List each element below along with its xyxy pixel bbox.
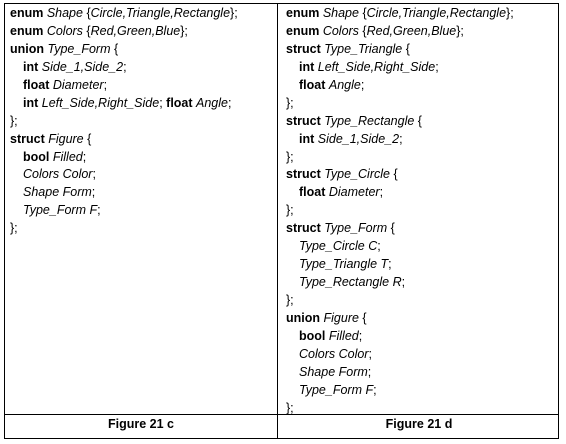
code-identifier: Circle,Triangle,Rectangle (366, 6, 507, 20)
code-keyword: struct (286, 113, 325, 128)
code-line (286, 131, 556, 149)
code-punctuation: ; (103, 77, 108, 92)
code-identifier: Angle (328, 77, 361, 92)
code-identifier: Type_Circle (324, 167, 394, 182)
code-keyword: bool (299, 328, 329, 343)
code-identifier: Circle,Triangle,Rectangle (90, 6, 231, 20)
code-line (286, 5, 556, 23)
code-punctuation: ; (228, 95, 232, 110)
code-identifier: Type_Triangle (324, 41, 406, 56)
code-identifier: Colors Color (299, 346, 369, 361)
code-identifier: Type_Rectangle R (299, 275, 402, 290)
code-punctuation: }; (286, 149, 294, 164)
code-line (10, 220, 272, 238)
code-line (286, 184, 556, 202)
code-line (10, 95, 272, 113)
code-punctuation: ; (92, 167, 96, 182)
column-divider (277, 4, 278, 438)
code-line (10, 41, 272, 59)
code-line (286, 400, 556, 418)
code-punctuation: { (405, 41, 410, 56)
code-punctuation: { (362, 6, 367, 20)
code-identifier: Shape (322, 6, 363, 20)
code-punctuation: { (86, 6, 91, 20)
code-line (286, 41, 556, 59)
code-keyword: float (23, 77, 53, 92)
code-line (10, 184, 272, 202)
code-line (286, 166, 556, 184)
code-line (286, 292, 556, 310)
code-line (10, 149, 272, 167)
code-line (10, 77, 272, 95)
code-punctuation: { (417, 113, 422, 128)
code-line (286, 23, 556, 41)
code-keyword: float (166, 95, 197, 110)
code-punctuation: ; (367, 364, 372, 379)
code-punctuation: { (87, 131, 92, 146)
code-identifier: Type_Form (47, 41, 114, 56)
code-line (286, 59, 556, 77)
code-line (286, 220, 556, 238)
code-punctuation: ; (159, 95, 167, 110)
code-line (10, 59, 272, 77)
code-keyword: bool (23, 149, 53, 164)
code-identifier: Figure (48, 131, 88, 146)
code-punctuation: }; (180, 23, 188, 38)
code-punctuation: ; (373, 382, 377, 397)
code-punctuation: }; (286, 293, 294, 307)
code-punctuation: ; (399, 131, 403, 146)
code-line (286, 95, 556, 113)
code-keyword: enum (286, 23, 323, 38)
code-line (286, 382, 556, 400)
code-keyword: int (299, 131, 318, 146)
code-identifier: Colors (46, 23, 87, 38)
code-punctuation: ; (358, 328, 363, 343)
code-line (286, 256, 556, 274)
code-punctuation: ; (123, 59, 127, 74)
code-line (10, 166, 272, 184)
code-punctuation: { (390, 221, 395, 236)
code-punctuation: ; (82, 149, 87, 164)
code-punctuation: ; (401, 275, 406, 290)
code-punctuation: ; (368, 346, 372, 361)
code-identifier: Type_Form (324, 221, 391, 236)
code-keyword: struct (10, 131, 49, 146)
code-punctuation: }; (230, 6, 238, 20)
code-identifier: Shape Form (299, 364, 368, 379)
code-punctuation: ; (91, 185, 96, 200)
code-punctuation: }; (456, 23, 464, 38)
code-line (286, 346, 556, 364)
code-identifier: Shape (46, 6, 87, 20)
code-line (10, 113, 272, 131)
code-identifier: Type_Rectangle (324, 113, 418, 128)
code-line (286, 238, 556, 256)
code-punctuation: }; (286, 400, 294, 415)
code-identifier: Red,Green,Blue (366, 23, 457, 38)
code-identifier: Filled (328, 328, 359, 343)
code-identifier: Angle (196, 95, 228, 110)
code-keyword: union (10, 41, 48, 56)
code-punctuation: { (362, 23, 367, 38)
code-punctuation: ; (435, 59, 439, 74)
code-punctuation: { (362, 310, 367, 325)
code-keyword: struct (286, 221, 325, 236)
code-identifier: Red,Green,Blue (90, 23, 181, 38)
code-punctuation: }; (506, 6, 514, 20)
code-identifier: Diameter (328, 185, 380, 200)
code-keyword: int (299, 59, 318, 74)
code-line (10, 5, 272, 23)
code-identifier: Shape Form (23, 185, 92, 200)
code-punctuation: { (113, 41, 119, 56)
code-identifier: Type_Circle C (299, 239, 378, 254)
caption-figure-21c: Figure 21 c (108, 417, 174, 431)
code-line (286, 202, 556, 220)
code-punctuation: }; (286, 203, 294, 218)
figure-table (4, 3, 559, 439)
code-identifier: Side_1,Side_2 (317, 131, 400, 146)
code-keyword: enum (10, 23, 47, 38)
code-keyword: int (23, 95, 42, 110)
code-block-figure-21d (286, 5, 556, 418)
code-line (286, 113, 556, 131)
code-punctuation: ; (97, 203, 101, 218)
caption-figure-21d: Figure 21 d (385, 417, 453, 431)
code-line (10, 131, 272, 149)
code-punctuation: { (393, 167, 398, 182)
code-identifier: Left_Side,Right_Side (317, 59, 436, 74)
code-keyword: union (286, 310, 324, 325)
code-line (286, 274, 556, 292)
code-identifier: Type_Form F (23, 203, 98, 218)
code-line (286, 77, 556, 95)
code-identifier: Type_Form F (299, 382, 374, 397)
code-punctuation: }; (10, 221, 18, 236)
code-keyword: struct (286, 167, 325, 182)
code-punctuation: ; (388, 257, 392, 272)
code-line (10, 23, 272, 41)
code-punctuation: ; (377, 239, 381, 254)
code-punctuation: ; (379, 185, 384, 200)
code-identifier: Figure (323, 310, 363, 325)
code-identifier: Left_Side,Right_Side (41, 95, 160, 110)
code-block-figure-21c (10, 5, 272, 238)
code-identifier: Type_Triangle T (299, 257, 389, 272)
code-identifier: Side_1,Side_2 (41, 59, 124, 74)
code-identifier: Filled (52, 149, 83, 164)
code-keyword: float (299, 77, 329, 92)
code-line (10, 202, 272, 220)
code-keyword: enum (286, 6, 323, 20)
code-keyword: enum (10, 6, 47, 20)
code-identifier: Colors Color (23, 167, 93, 182)
code-punctuation: { (86, 23, 91, 38)
code-keyword: struct (286, 41, 325, 56)
code-identifier: Colors (322, 23, 363, 38)
code-identifier: Diameter (52, 77, 104, 92)
code-punctuation: }; (10, 113, 18, 128)
code-punctuation: }; (286, 95, 294, 110)
code-line (286, 149, 556, 167)
code-keyword: float (299, 185, 329, 200)
code-punctuation: ; (360, 77, 365, 92)
code-line (286, 310, 556, 328)
code-line (286, 364, 556, 382)
code-keyword: int (23, 59, 42, 74)
code-line (286, 328, 556, 346)
